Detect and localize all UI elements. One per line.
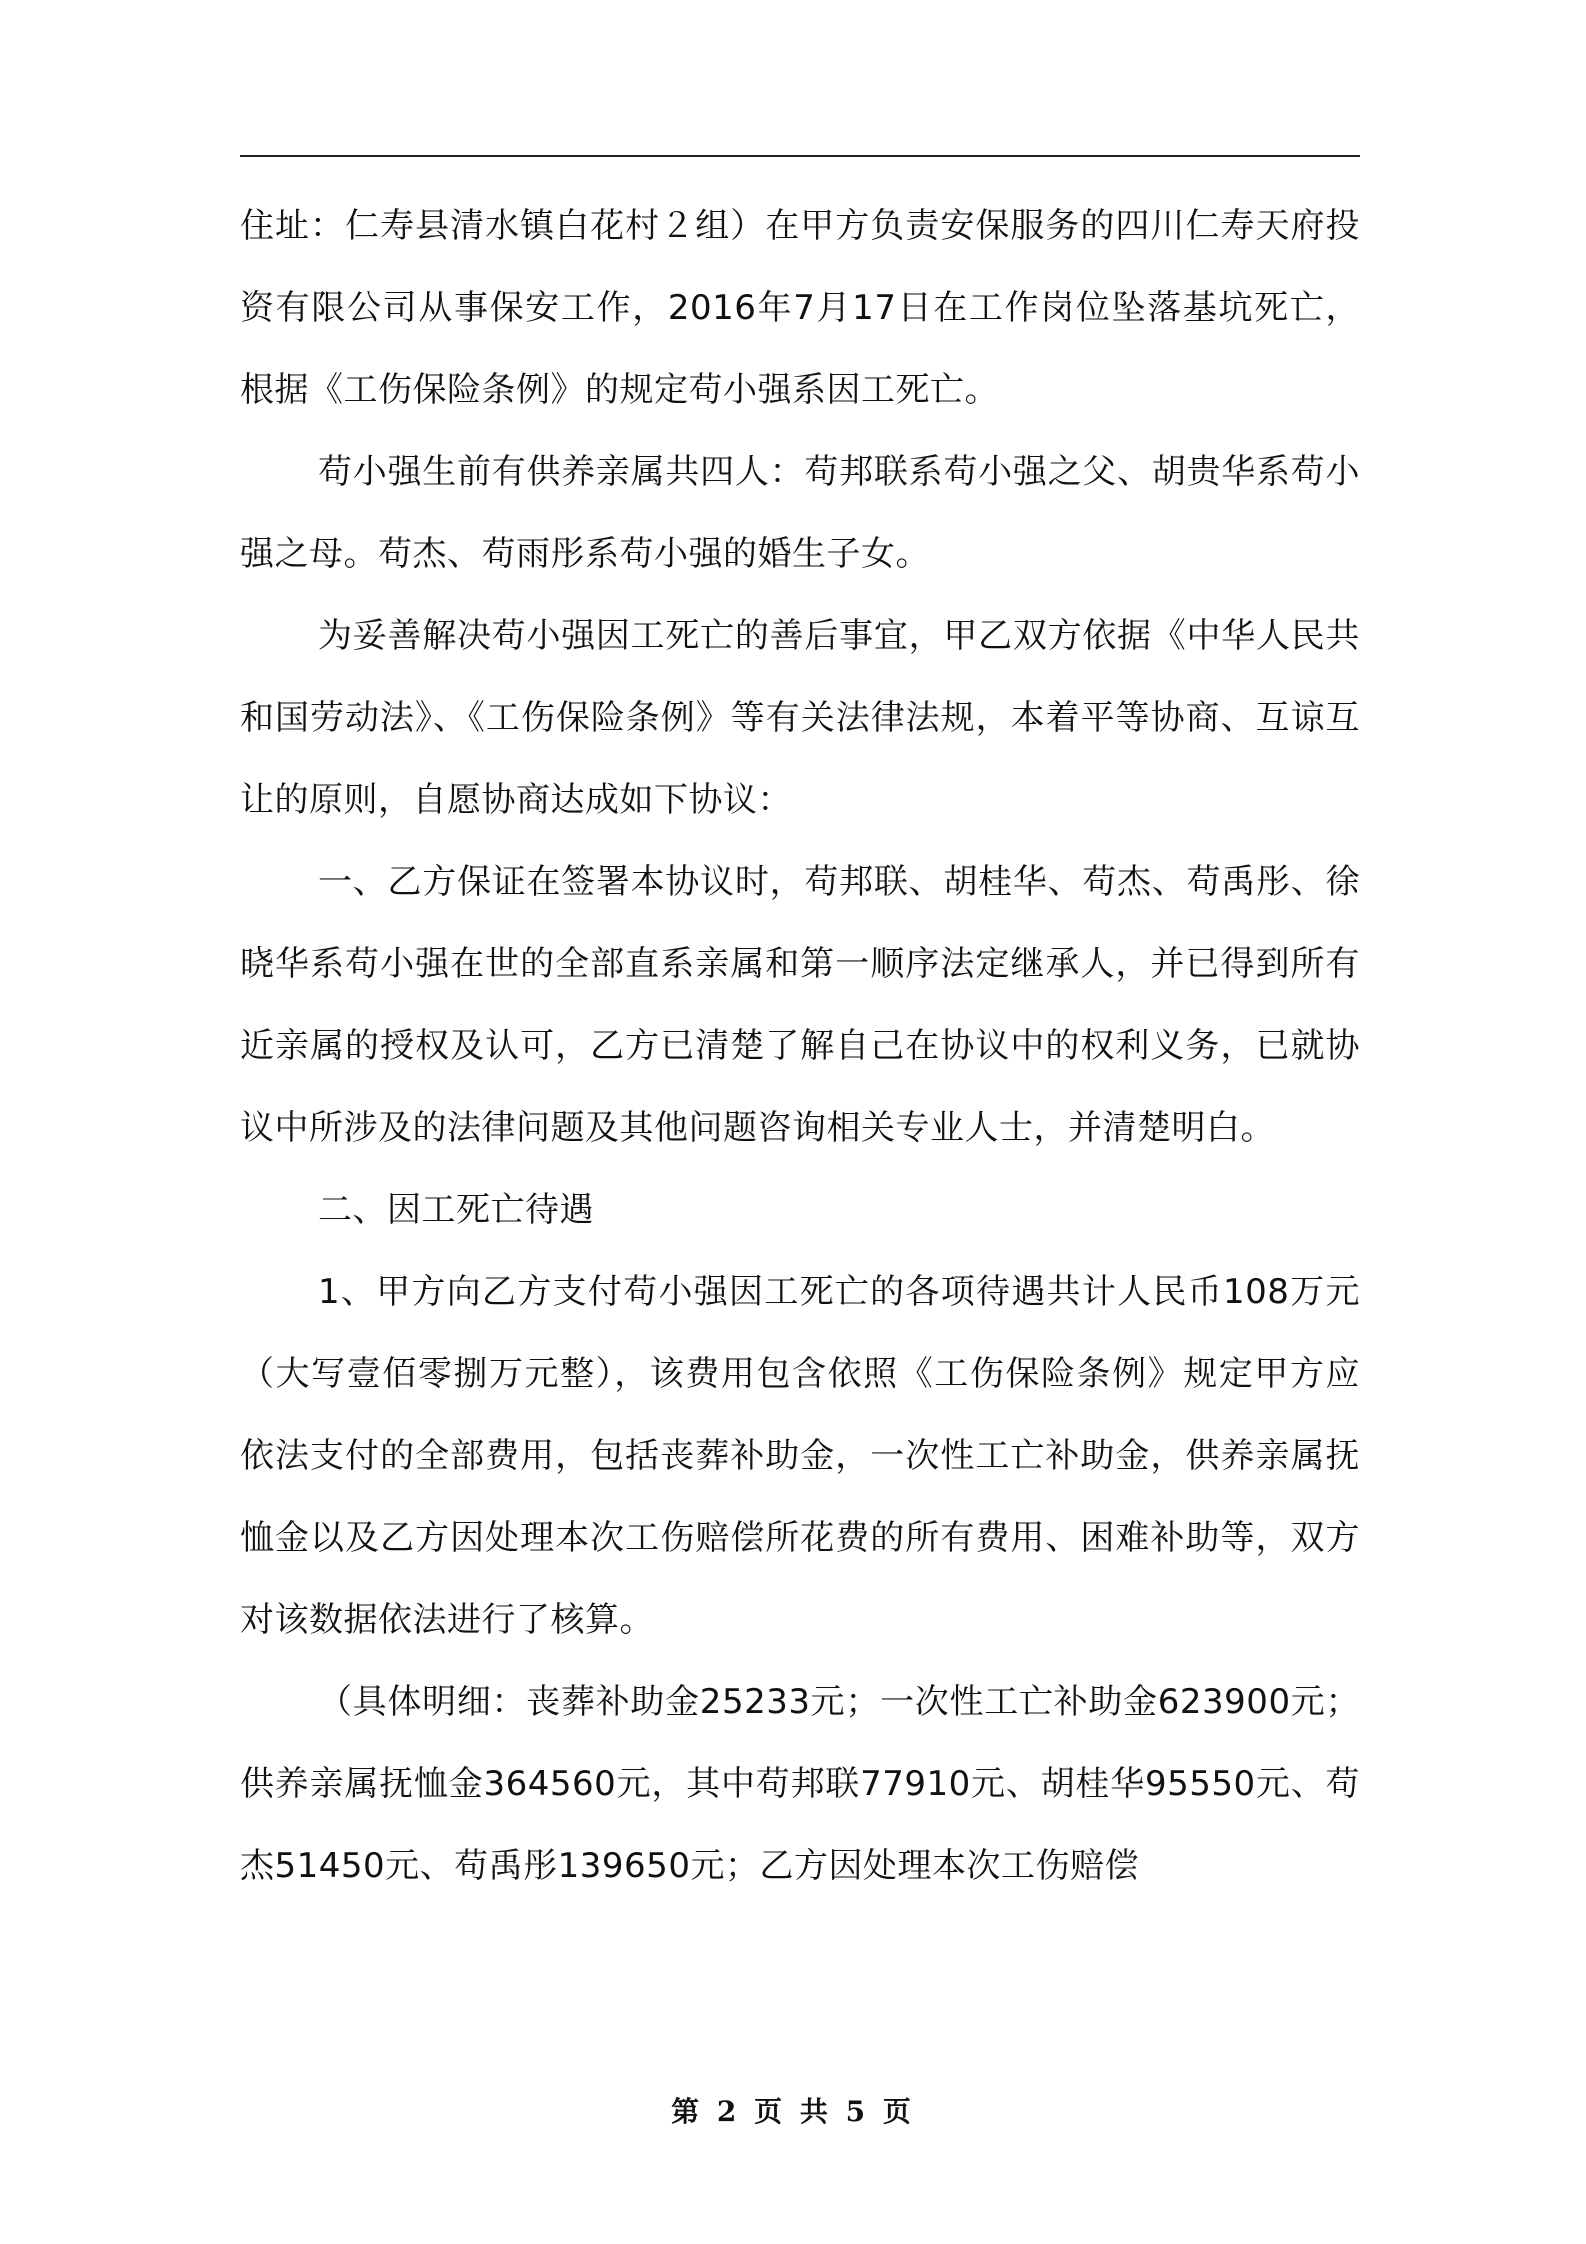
paragraph-dependents: 苟小强生前有供养亲属共四人：苟邦联系苟小强之父、胡贵华系苟小强之母。苟杰、苟雨彤系苟小强的婚生子女。 [240,452,1360,574]
section-heading-death-benefits: 二、因工死亡待遇 [318,1190,594,1230]
paragraph-payment-details: （具体明细：丧葬补助金25233元；一次性工亡补助金623900元；供养亲属抚恤金364560元，其中苟邦联77910元、胡桂华95550元、苟杰51450元、苟禹彤139650元；乙方因处理本次工伤赔偿 [240,1682,1360,1886]
paragraph-clause-one: 一、乙方保证在签署本协议时，苟邦联、胡桂华、苟杰、苟禹彤、徐晓华系苟小强在世的全部直系亲属和第一顺序法定继承人，并已得到所有近亲属的授权及认可，乙方已清楚了解自己在协议中的权利义务，已就协议中所涉及的法律问题及其他问题咨询相关专业人士，并清楚明白。 [240,862,1360,1148]
paragraph-purpose: 为妥善解决苟小强因工死亡的善后事宜，甲乙双方依据《中华人民共和国劳动法》、《工伤保险条例》等有关法律法规，本着平等协商、互谅互让的原则，自愿协商达成如下协议： [240,616,1360,820]
paragraph-address: 住址：仁寿县清水镇白花村２组）在甲方负责安保服务的四川仁寿天府投资有限公司从事保安工作，2016年7月17日在工作岗位坠落基坑死亡，根据《工伤保险条例》的规定苟小强系因工死亡。 [240,206,1360,410]
page-number-footer: 第 2 页 共 5 页 [671,2095,915,2128]
document-body [240,185,1360,1907]
paragraph-clause-payment: 1、甲方向乙方支付苟小强因工死亡的各项待遇共计人民币108万元（大写壹佰零捌万元整），该费用包含依照《工伤保险条例》规定甲方应依法支付的全部费用，包括丧葬补助金，一次性工亡补助金，供养亲属抚恤金以及乙方因处理本次工伤赔偿所花费的所有费用、困难补助等，双方对该数据依法进行了核算。 [240,1272,1360,1640]
header-rule [240,155,1360,157]
